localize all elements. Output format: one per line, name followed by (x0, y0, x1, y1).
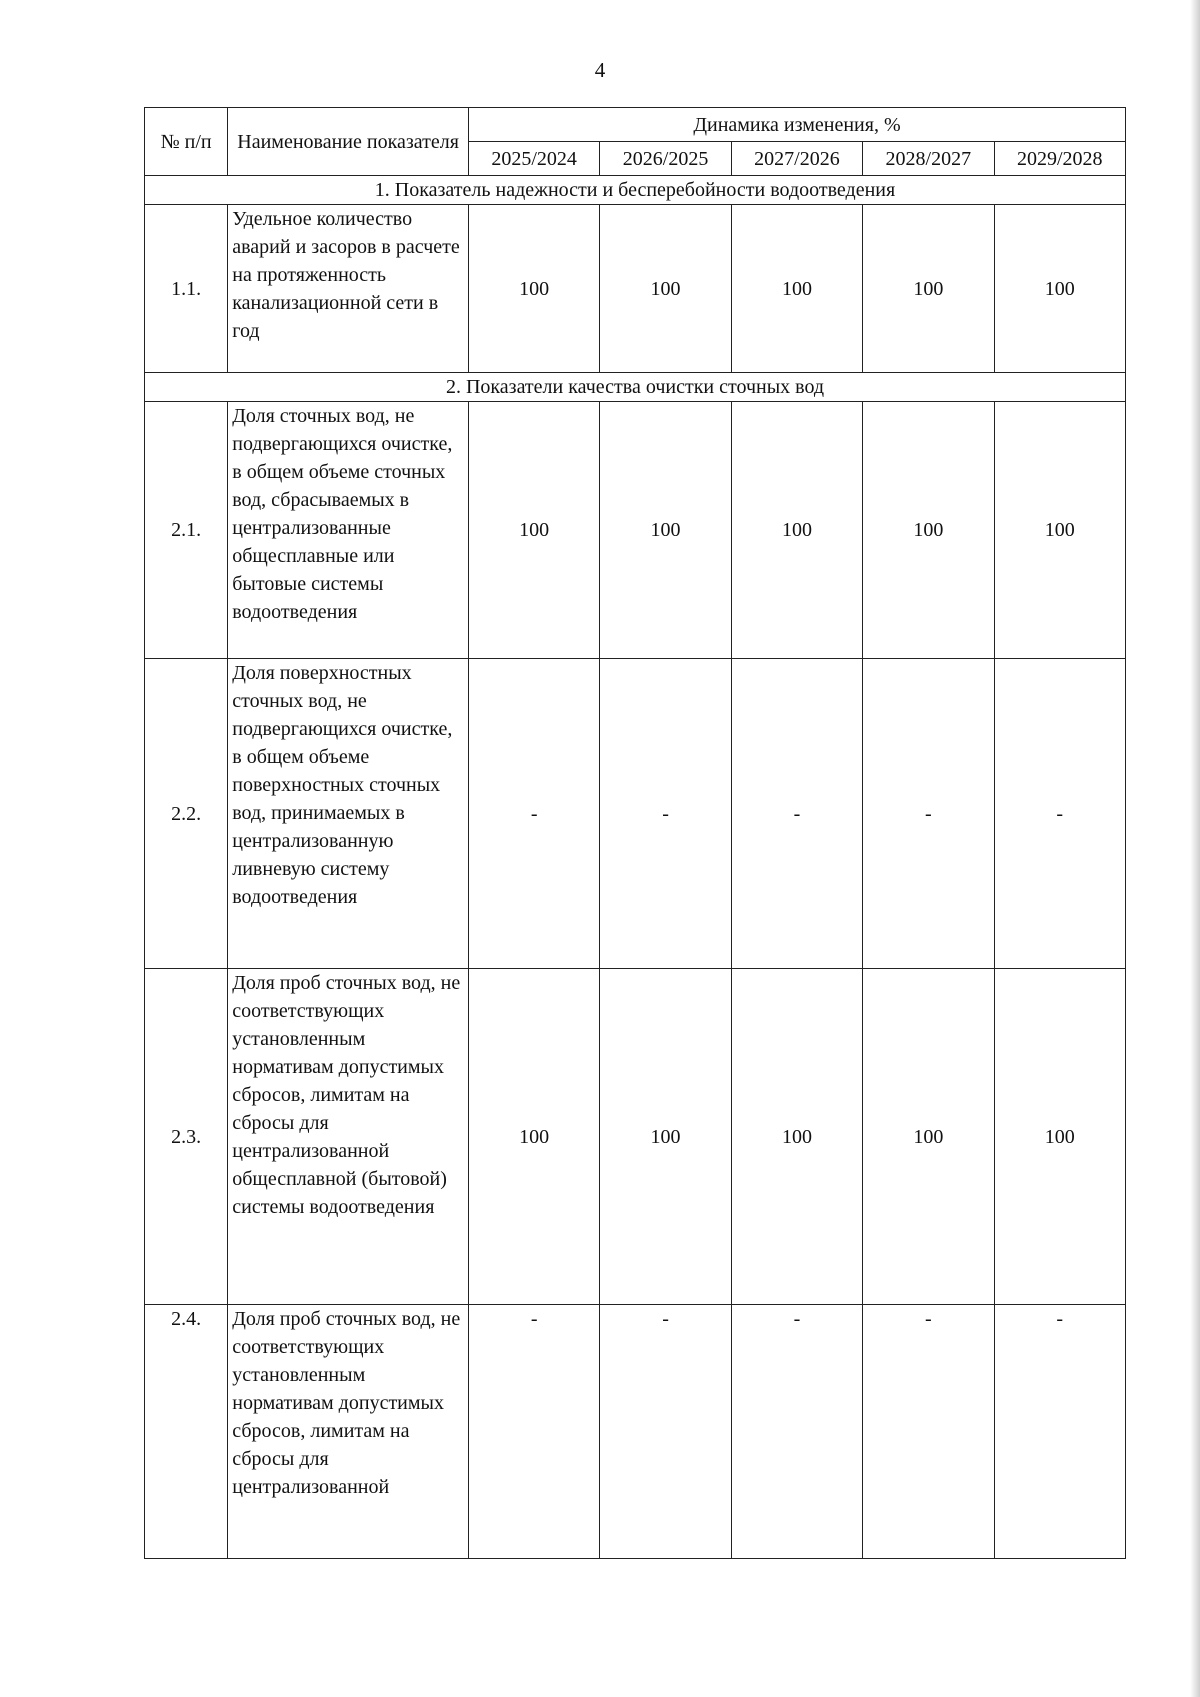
row-value: - (863, 659, 994, 969)
table-row (145, 659, 1126, 969)
row-name: Доля поверхностных сточных вод, не подвергающихся очистке, в общем объеме поверхностных сточных вод, принимаемых в централизованную ливневую систему водоотведения (228, 659, 469, 969)
header-name: Наименование показателя (228, 108, 469, 176)
row-value: 100 (863, 205, 994, 373)
row-number: 2.3. (145, 969, 228, 1305)
page-number: 4 (594, 58, 606, 82)
row-value: 100 (468, 402, 599, 659)
section-row (145, 176, 1126, 205)
row-value: 100 (994, 402, 1125, 659)
row-value: 100 (600, 402, 731, 659)
row-number: 2.4. (145, 1305, 228, 1559)
row-value: 100 (600, 969, 731, 1305)
row-value: 100 (863, 969, 994, 1305)
row-value: - (600, 659, 731, 969)
table-row (145, 402, 1126, 659)
indicators-table (144, 107, 1126, 1559)
row-value: - (468, 659, 599, 969)
row-number: 2.1. (145, 402, 228, 659)
row-name: Удельное количество аварий и засоров в расчете на протяженность канализационной сети в год (228, 205, 469, 373)
row-value: 100 (600, 205, 731, 373)
table-row (145, 1305, 1126, 1559)
row-value: 100 (731, 969, 862, 1305)
header-year: 2025/2024 (468, 142, 599, 176)
header-dynamics: Динамика изменения, % (468, 108, 1125, 142)
row-value: 100 (994, 969, 1125, 1305)
table-row (145, 205, 1126, 373)
header-year: 2028/2027 (863, 142, 994, 176)
row-value: 100 (731, 205, 862, 373)
header-year: 2027/2026 (731, 142, 862, 176)
row-value: - (994, 1305, 1125, 1559)
header-year: 2026/2025 (600, 142, 731, 176)
row-value: - (863, 1305, 994, 1559)
row-value: - (994, 659, 1125, 969)
row-value: - (600, 1305, 731, 1559)
header-number: № п/п (145, 108, 228, 176)
row-name: Доля проб сточных вод, не соответствующих установленным нормативам допустимых сбросов, лимитам на сбросы для централизованной (228, 1305, 469, 1559)
row-name: Доля сточных вод, не подвергающихся очистке, в общем объеме сточных вод, сбрасываемых в централизованные общесплавные или бытовые системы водоотведения (228, 402, 469, 659)
table-row (145, 969, 1126, 1305)
row-value: 100 (994, 205, 1125, 373)
row-value: 100 (468, 205, 599, 373)
section-row (145, 373, 1126, 402)
section-title: 1. Показатель надежности и бесперебойности водоотведения (145, 176, 1126, 205)
row-name: Доля проб сточных вод, не соответствующих установленным нормативам допустимых сбросов, лимитам на сбросы для централизованной общесплавной (бытовой) системы водоотведения (228, 969, 469, 1305)
header-year: 2029/2028 (994, 142, 1125, 176)
row-value: 100 (468, 969, 599, 1305)
section-title: 2. Показатели качества очистки сточных вод (145, 373, 1126, 402)
row-number: 1.1. (145, 205, 228, 373)
table-header (145, 108, 1126, 176)
row-value: - (468, 1305, 599, 1559)
row-number: 2.2. (145, 659, 228, 969)
row-value: - (731, 659, 862, 969)
row-value: 100 (863, 402, 994, 659)
row-value: 100 (731, 402, 862, 659)
row-value: - (731, 1305, 862, 1559)
scan-edge-shadow (1190, 0, 1200, 1697)
